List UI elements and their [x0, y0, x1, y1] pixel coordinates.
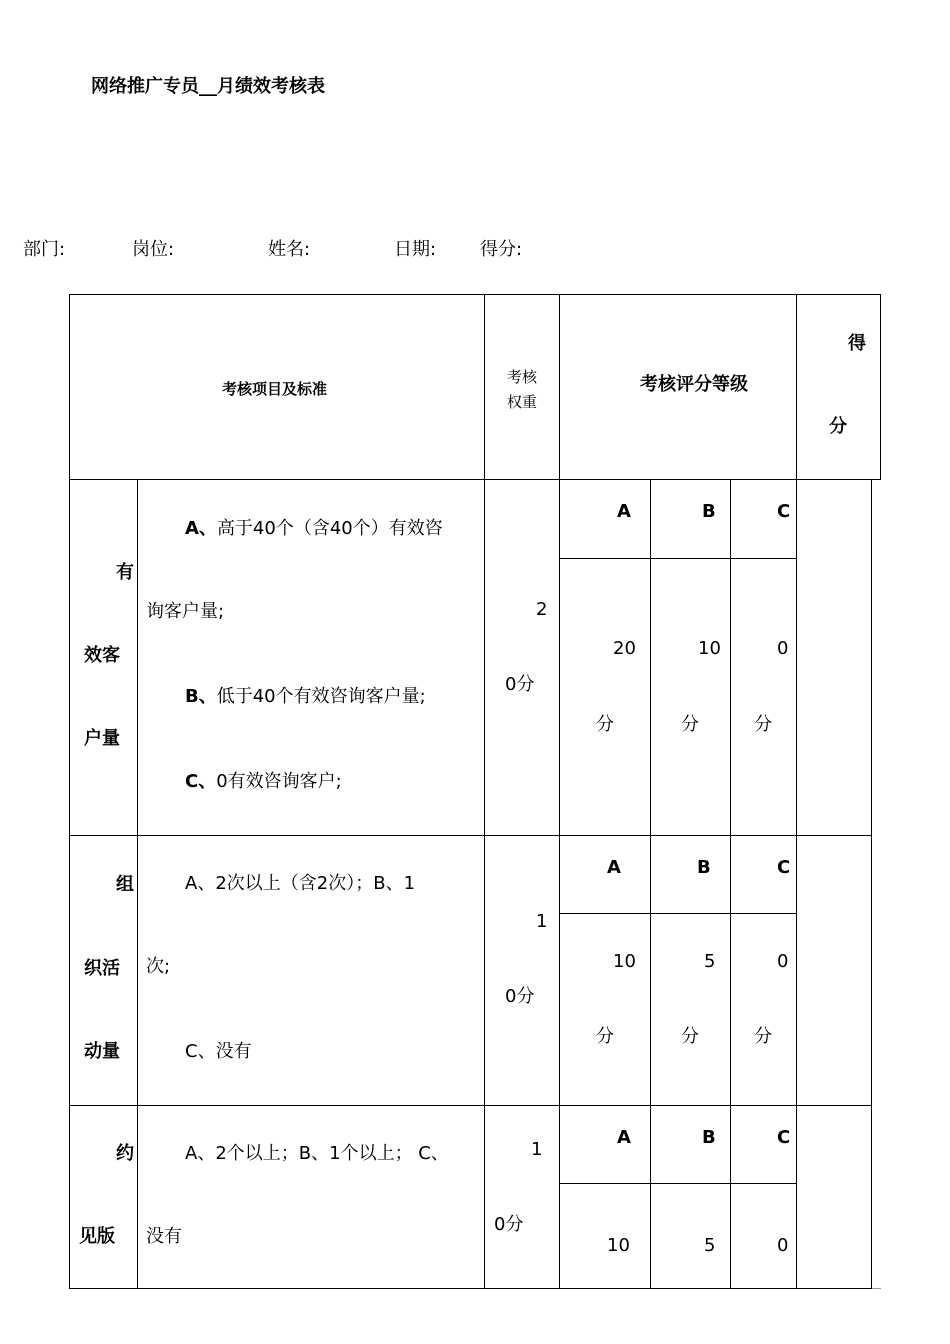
weight-line2: 0分 [505, 986, 535, 1007]
points-b: 5 [704, 1235, 716, 1256]
points-c: 0 [777, 951, 789, 972]
weight-line2: 0分 [505, 674, 535, 695]
standard-a: A、高于40个（含40个）有效咨 [185, 518, 443, 539]
name-label: 姓名: [268, 239, 311, 260]
standard-line: 次; [146, 956, 171, 977]
points-unit: 分 [596, 714, 614, 735]
score-label: 得分: [480, 239, 523, 260]
dept-label: 部门: [23, 239, 66, 260]
points-unit: 分 [754, 1026, 772, 1047]
grade-a: A [617, 501, 631, 522]
weight-line1: 1 [531, 1139, 543, 1160]
weight-line1: 1 [536, 911, 548, 932]
header-grade: 考核评分等级 [640, 374, 748, 395]
points-unit: 分 [596, 1026, 614, 1047]
weight-line1: 2 [536, 599, 548, 620]
page-title: 网络推广专员__月绩效考核表 [91, 76, 325, 97]
position-label: 岗位: [132, 239, 175, 260]
grade-b: B [702, 501, 716, 522]
grade-c: C [777, 857, 791, 878]
points-a: 20 [613, 638, 636, 659]
row-name-line: 动量 [84, 1041, 120, 1062]
header-weight-line2: 权重 [507, 393, 538, 411]
grade-a: A [617, 1127, 631, 1148]
standard-line: A、2次以上（含2次）；B、1 [185, 873, 416, 894]
standard-line: C、没有 [185, 1041, 252, 1062]
points-unit: 分 [681, 714, 699, 735]
row-name-line: 织活 [84, 958, 120, 979]
header-score-line1: 得 [848, 333, 866, 354]
standard-a-cont: 询客户量; [146, 601, 225, 622]
grade-c: C [777, 1127, 791, 1148]
points-b: 5 [704, 951, 716, 972]
standard-c: C、0有效咨询客户; [185, 771, 342, 792]
header-score-line2: 分 [829, 416, 847, 437]
points-c: 0 [777, 1235, 789, 1256]
row-name-line: 见版 [79, 1226, 115, 1247]
row-name-line: 约 [116, 1143, 134, 1164]
header-weight-line1: 考核 [507, 368, 538, 386]
points-a: 10 [607, 1235, 630, 1256]
points-b: 10 [698, 638, 721, 659]
grade-c: C [777, 501, 791, 522]
standard-b: B、低于40个有效咨询客户量; [185, 686, 426, 707]
row-name-line: 户量 [84, 728, 120, 749]
points-a: 10 [613, 951, 636, 972]
row-name-line: 有 [116, 562, 134, 583]
standard-line: A、2个以上；B、1个以上； C、 [185, 1143, 449, 1164]
grade-a: A [607, 857, 621, 878]
points-unit: 分 [754, 714, 772, 735]
weight-line2: 0分 [494, 1214, 524, 1235]
grade-b: B [702, 1127, 716, 1148]
header-items: 考核项目及标准 [222, 380, 328, 398]
row-name-line: 组 [116, 874, 134, 895]
grade-b: B [697, 857, 711, 878]
row-name-line: 效客 [84, 645, 120, 666]
standard-line: 没有 [146, 1226, 182, 1247]
points-c: 0 [777, 638, 789, 659]
date-label: 日期: [394, 239, 437, 260]
points-unit: 分 [681, 1026, 699, 1047]
